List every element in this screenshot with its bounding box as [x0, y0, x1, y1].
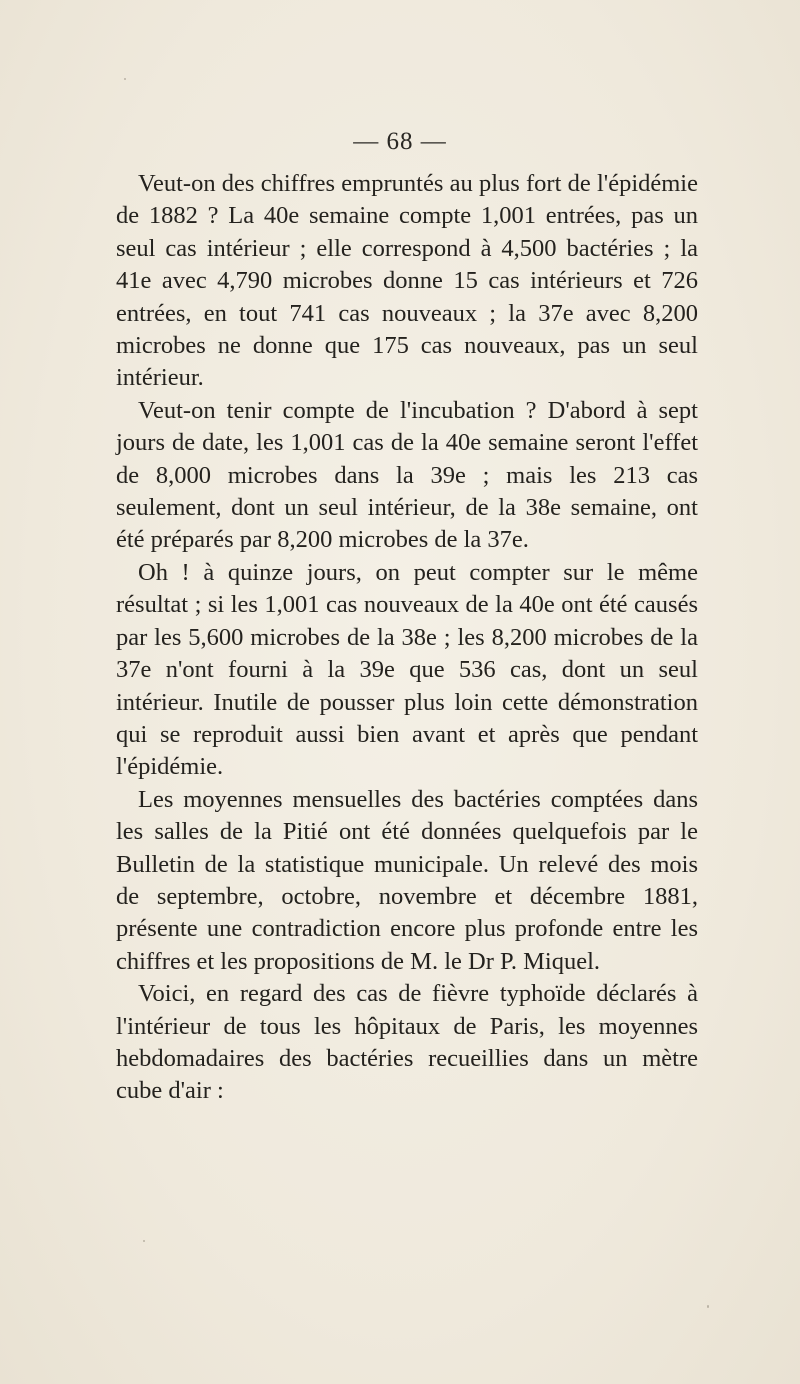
paper-speck	[124, 78, 126, 80]
paragraph-2: Veut-on tenir compte de l'incubation ? D'abord à sept jours de date, les 1,001 cas de la 40e semaine seront l'effet de 8,000 microbes dans la 39e ; mais les 213 cas seulement, dont un seul intérieur, de la 38e semaine, ont été préparés par 8,200 microbes de la 37e.	[116, 396, 698, 554]
body-text	[116, 168, 698, 1108]
paragraph-5: Voici, en regard des cas de fièvre typhoïde déclarés à l'intérieur de tous les hôpitaux de Paris, les moyennes hebdomadaires des bactéries recueillies dans un mètre cube d'air :	[116, 980, 698, 1105]
paragraph-4: Les moyennes mensuelles des bactéries comptées dans les salles de la Pitié ont été données quelquefois par le Bulletin de la statistique municipale. Un relevé des mois de septembre, octobre, novembre et décembre 1881, présente une contradiction encore plus profonde entre les chiffres et les propositions de M. le Dr P. Miquel.	[116, 785, 698, 975]
paper-speck	[143, 1240, 145, 1242]
page-number: — 68 —	[353, 128, 447, 155]
paragraph-1: Veut-on des chiffres empruntés au plus fort de l'épidémie de 1882 ? La 40e semaine compte 1,001 entrées, pas un seul cas intérieur ; elle correspond à 4,500 bactéries ; la 41e avec 4,790 microbes donne 15 cas intérieurs et 726 entrées, en tout 741 cas nouveaux ; la 37e avec 8,200 microbes ne donne que 175 cas nouveaux, pas un seul intérieur.	[116, 170, 698, 392]
paper-speck	[707, 1305, 709, 1308]
paragraph-3: Oh ! à quinze jours, on peut compter sur le même résultat ; si les 1,001 cas nouveaux de la 40e ont été causés par les 5,600 microbes de la 38e ; les 8,200 microbes de la 37e n'ont fourni à la 39e que 536 cas, dont un seul intérieur. Inutile de pousser plus loin cette démonstration qui se reproduit aussi bien avant et après que pendant l'épidémie.	[116, 558, 698, 781]
